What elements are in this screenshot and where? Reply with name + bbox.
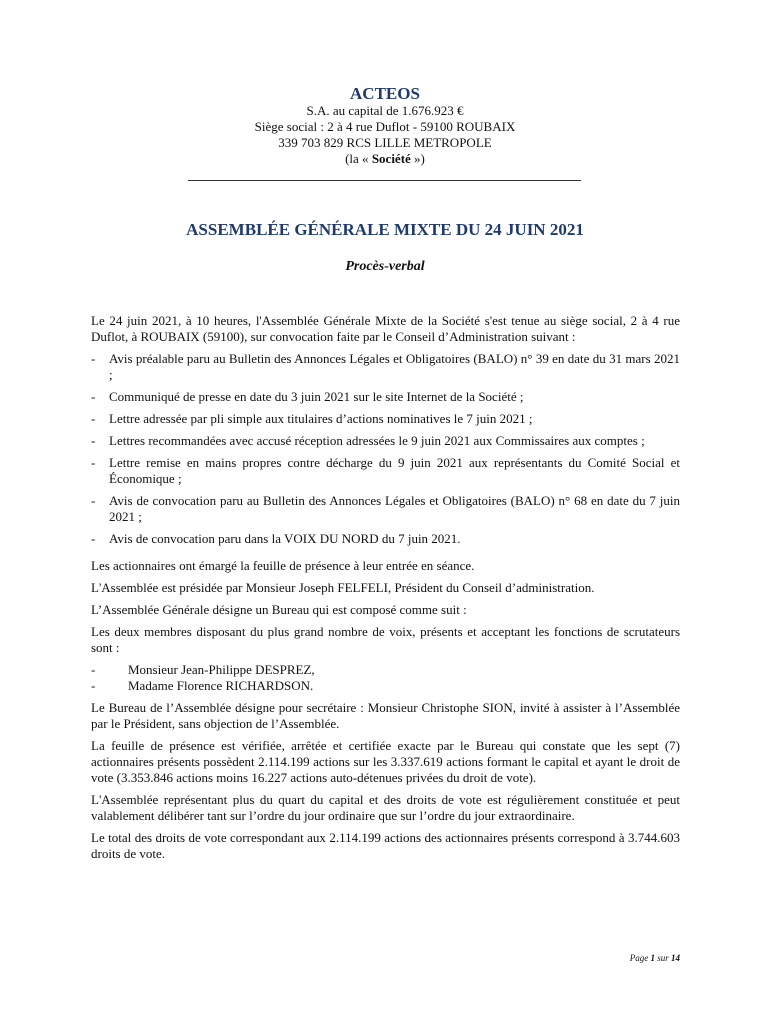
share-capital: S.A. au capital de 1.676.923 €: [306, 103, 464, 118]
company-alias: [0, 151, 770, 167]
list-item: - Avis de convocation paru au Bulletin des Annonces Légales et Obligatoires (BALO) n° 68 en date du 7 juin 2021 ;: [91, 493, 680, 525]
paragraph-chairman: L'Assemblée est présidée par Monsieur Joseph FELFELI, Président du Conseil d’administration.: [91, 580, 595, 595]
paragraph-bureau: L’Assemblée Générale désigne un Bureau qui est composé comme suit :: [91, 602, 467, 617]
registered-office: Siège social : 2 à 4 rue Duflot - 59100 ROUBAIX: [254, 119, 516, 134]
alias-prefix: (la «: [345, 151, 372, 166]
document-body: [91, 313, 680, 868]
registration-number: 339 703 829 RCS LILLE METROPOLE: [278, 135, 492, 150]
list-item: - Avis préalable paru au Bulletin des Annonces Légales et Obligatoires (BALO) n° 39 en date du 31 mars 2021 ;: [91, 351, 680, 383]
list-item: - Lettre remise en mains propres contre décharge du 9 juin 2021 aux représentants du Comité Social et Économique ;: [91, 455, 680, 487]
alias-suffix: »): [410, 151, 425, 166]
list-item: - Lettre adressée par pli simple aux titulaires d’actions nominatives le 7 juin 2021 ;: [91, 411, 680, 427]
alias-word: Société: [371, 151, 411, 166]
intro-paragraph: Le 24 juin 2021, à 10 heures, l'Assemblée Générale Mixte de la Société s'est tenue au siège social, 2 à 4 rue Duflot, à ROUBAIX (59100), sur convocation faite par le Conseil d’Administration suivant :: [91, 313, 680, 344]
paragraph-attendance: Les actionnaires ont émargé la feuille de présence à leur entrée en séance.: [91, 558, 475, 573]
convocation-list: [91, 351, 680, 547]
paragraph-attendance-sheet: La feuille de présence est vérifiée, arrêtée et certifiée exacte par le Bureau qui constate que les sept (7) actionnaires présents possèdent 2.114.199 actions sur les 3.337.619 actions formant le capital et ayant le droit de vote (3.353.846 actions moins 16.227 actions auto-détenues privées du droit de vote).: [91, 738, 680, 785]
list-item: - Communiqué de presse en date du 3 juin 2021 sur le site Internet de la Société ;: [91, 389, 680, 405]
list-item: - Lettres recommandées avec accusé réception adressées le 9 juin 2021 aux Commissaires aux comptes ;: [91, 433, 680, 449]
paragraph-voting-rights: Le total des droits de vote correspondant aux 2.114.199 actions des actionnaires présents correspond à 3.744.603 droits de vote.: [91, 830, 680, 861]
paragraph-secretary: Le Bureau de l’Assemblée désigne pour secrétaire : Monsieur Christophe SION, invité à assister à l’Assemblée par le Président, sans objection de l’Assemblée.: [91, 700, 680, 731]
page-number: [560, 953, 680, 964]
paragraph-quorum: L'Assemblée représentant plus du quart du capital et des droits de vote est régulièrement constituée et peut valablement délibérer tant sur l’ordre du jour ordinaire que sur l’ordre du jour extraordinaire.: [91, 792, 680, 823]
page-label: Page: [629, 953, 649, 963]
company-header: [0, 84, 770, 167]
document-title: ASSEMBLÉE GÉNÉRALE MIXTE DU 24 JUIN 2021: [186, 220, 584, 239]
document-subtitle: Procès-verbal: [345, 259, 425, 274]
page-of: sur: [657, 953, 669, 963]
scrutineer-list: [91, 662, 680, 694]
list-item: - Madame Florence RICHARDSON.: [91, 678, 680, 694]
page-total: 14: [671, 953, 680, 963]
paragraph-scrutineers-intro: Les deux membres disposant du plus grand nombre de voix, présents et acceptant les fonctions de scrutateurs sont :: [91, 624, 680, 655]
list-item: - Monsieur Jean-Philippe DESPREZ,: [91, 662, 680, 678]
company-name: ACTEOS: [350, 84, 420, 103]
list-item: - Avis de convocation paru dans la VOIX DU NORD du 7 juin 2021.: [91, 531, 680, 547]
page-current: 1: [650, 953, 655, 963]
header-divider: [188, 180, 581, 181]
